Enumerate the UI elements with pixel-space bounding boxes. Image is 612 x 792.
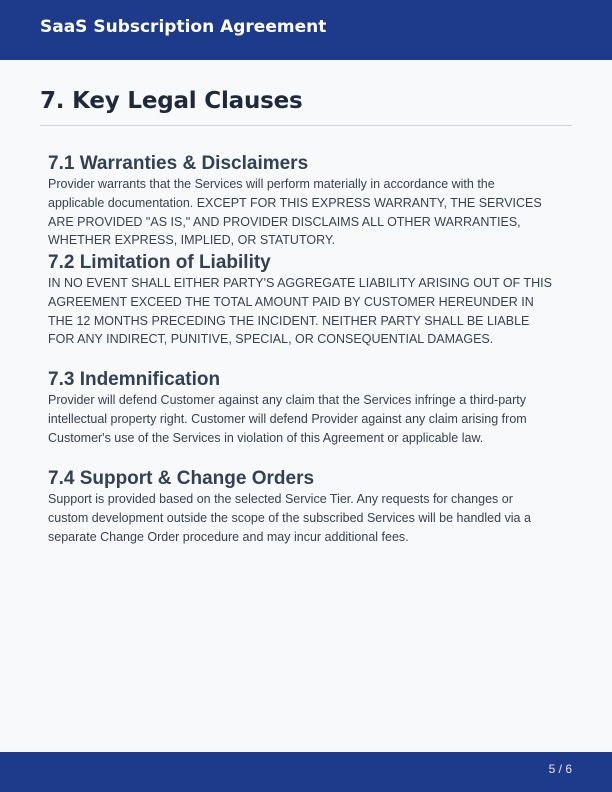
document-title: SaaS Subscription Agreement bbox=[40, 17, 327, 37]
section-title: 7.1 Warranties & Disclaimers bbox=[48, 153, 309, 174]
section-body: IN NO EVENT SHALL EITHER PARTY'S AGGREGATE LIABILITY ARISING OUT OF THIS AGREEMENT EXCEED THE TOTAL AMOUNT PAID BY CUSTOMER HEREUNDER IN THE 12 MONTHS PRECEDING THE INCIDENT. NEITHER PARTY SHALL BE LIABLE FOR ANY INDIRECT, PUNITIVE, SPECIAL, OR CONSEQUENTIAL DAMAGES. bbox=[48, 276, 552, 347]
section-indemnification bbox=[48, 369, 553, 447]
page-footer bbox=[0, 752, 612, 792]
section-title: 7.4 Support & Change Orders bbox=[48, 468, 315, 489]
page-heading: 7. Key Legal Clauses bbox=[40, 88, 303, 114]
section-title: 7.2 Limitation of Liability bbox=[48, 252, 271, 273]
section-title: 7.3 Indemnification bbox=[48, 369, 221, 390]
heading-divider bbox=[40, 125, 572, 126]
section-body: Provider will defend Customer against any claim that the Services infringe a third-party intellectual property right. Customer will defend Provider against any claim arising from Customer's use of the Services in violation of this Agreement or applicable law. bbox=[48, 393, 527, 445]
section-body: Provider warrants that the Services will perform materially in accordance with the applicable documentation. EXCEPT FOR THIS EXPRESS WARRANTY, THE SERVICES ARE PROVIDED "AS IS," AND PROVIDER DISCLAIMS ALL OTHER WARRANTIES, WHETHER EXPRESS, IMPLIED, OR STATUTORY. bbox=[48, 177, 542, 248]
page-header bbox=[0, 0, 612, 60]
section-warranties bbox=[48, 153, 553, 250]
page-number: 5 / 6 bbox=[548, 762, 572, 776]
section-body: Support is provided based on the selected Service Tier. Any requests for changes or custom development outside the scope of the subscribed Services will be handled via a separate Change Order procedure and may incur additional fees. bbox=[48, 492, 531, 544]
section-limitation-of-liability bbox=[48, 252, 553, 349]
section-support-change-orders bbox=[48, 468, 553, 546]
